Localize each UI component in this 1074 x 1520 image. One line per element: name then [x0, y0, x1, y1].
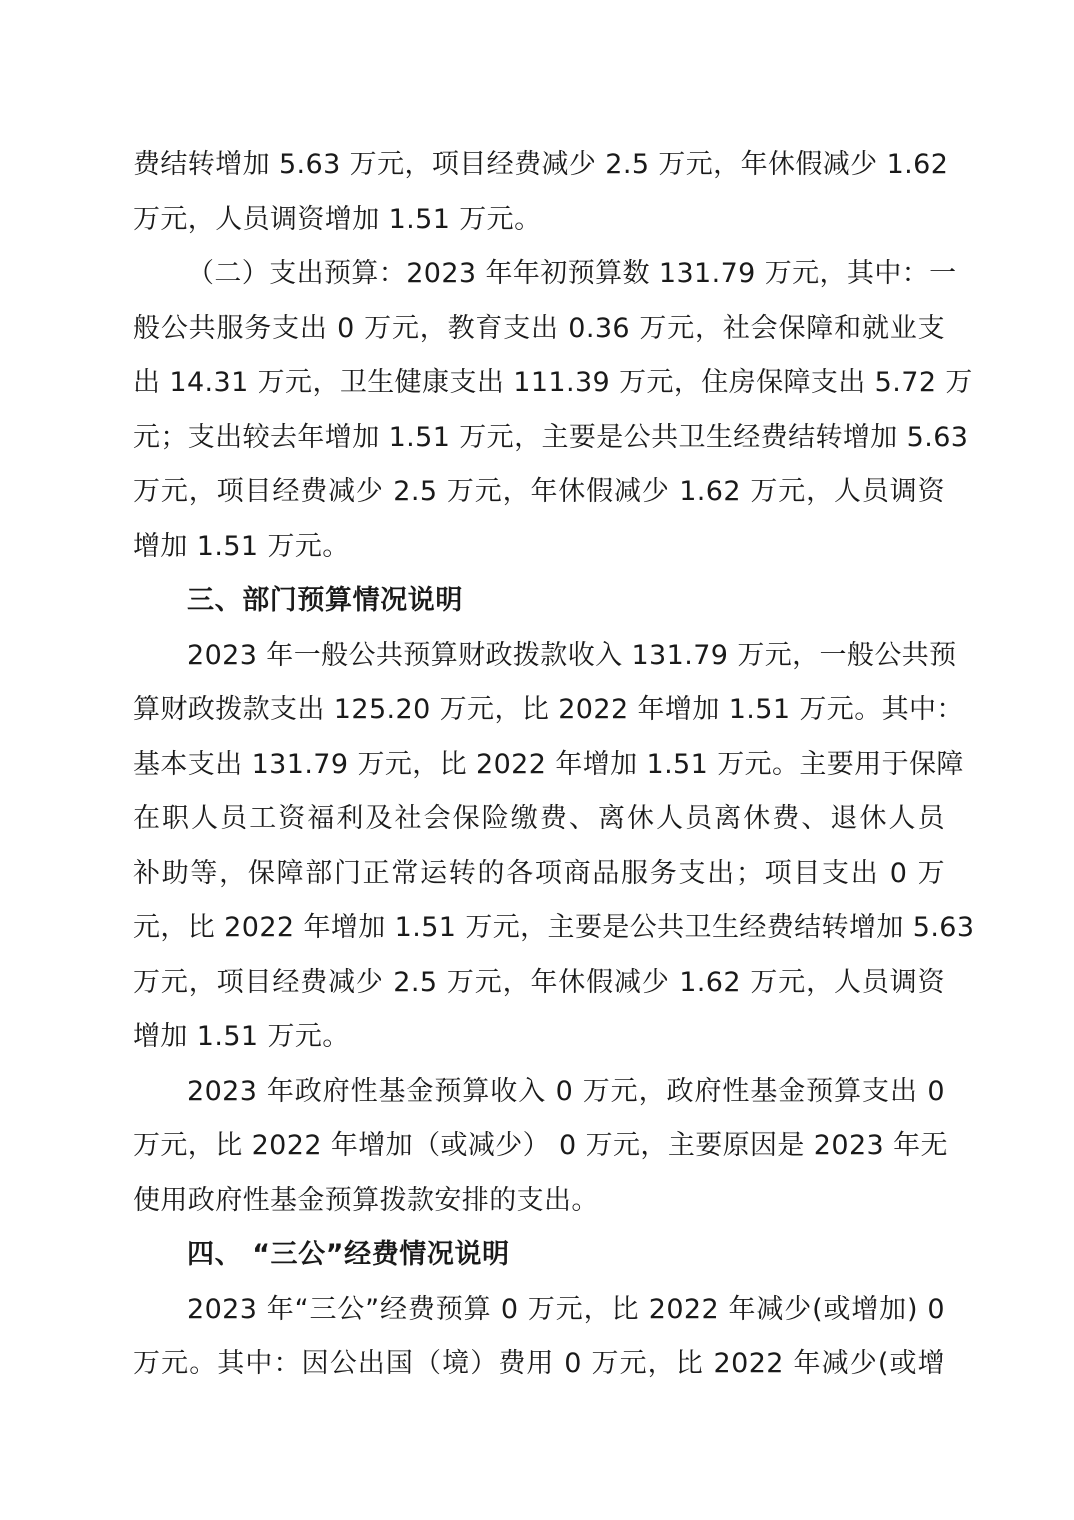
paragraph-line: 算财政拨款支出 125.20 万元，比 2022 年增加 1.51 万元。其中：: [133, 694, 964, 725]
paragraph-line: 基本支出 131.79 万元，比 2022 年增加 1.51 万元。主要用于保障: [133, 748, 964, 780]
paragraph-line: 元；支出较去年增加 1.51 万元，主要是公共卫生经费结转增加 5.63: [133, 421, 969, 453]
paragraph-line: 出 14.31 万元，卫生健康支出 111.39 万元，住房保障支出 5.72 万: [133, 367, 973, 398]
paragraph-line: 万元，人员调资增加 1.51 万元。: [133, 203, 542, 235]
paragraph-line: 2023 年政府性基金预算收入 0 万元，政府性基金预算支出 0: [187, 1075, 945, 1107]
section-heading: 三、部门预算情况说明: [187, 585, 463, 616]
document-body: [133, 138, 975, 1392]
paragraph-line: 万元。其中：因公出国（境）费用 0 万元，比 2022 年减少(或增: [133, 1348, 945, 1379]
paragraph-line: 万元，项目经费减少 2.5 万元，年休假减少 1.62 万元，人员调资: [133, 966, 945, 998]
paragraph-line: 万元，项目经费减少 2.5 万元，年休假减少 1.62 万元，人员调资: [133, 476, 945, 507]
paragraph-line: 增加 1.51 万元。: [133, 530, 350, 562]
paragraph-line: 2023 年“三公”经费预算 0 万元，比 2022 年减少(或增加) 0: [187, 1293, 945, 1325]
paragraph-line: 补助等，保障部门正常运转的各项商品服务支出；项目支出 0 万: [133, 857, 945, 889]
paragraph-line: 增加 1.51 万元。: [133, 1021, 350, 1052]
paragraph-line: 2023 年一般公共预算财政拨款收入 131.79 万元，一般公共预: [187, 639, 957, 671]
paragraph-line: 费结转增加 5.63 万元，项目经费减少 2.5 万元，年休假减少 1.62: [133, 149, 949, 180]
paragraph-line: 般公共服务支出 0 万元，教育支出 0.36 万元，社会保障和就业支: [133, 312, 945, 344]
paragraph-line: 元，比 2022 年增加 1.51 万元，主要是公共卫生经费结转增加 5.63: [133, 912, 975, 943]
paragraph-line: 使用政府性基金预算拨款安排的支出。: [133, 1184, 599, 1216]
paragraph-line: 在职人员工资福利及社会保险缴费、离休人员离休费、退休人员: [133, 803, 945, 834]
paragraph-line: （二）支出预算：2023 年年初预算数 131.79 万元，其中：一: [187, 258, 957, 289]
paragraph-line: 万元，比 2022 年增加（或减少） 0 万元，主要原因是 2023 年无: [133, 1130, 948, 1161]
section-heading: 四、 “三公”经费情况说明: [187, 1239, 510, 1270]
